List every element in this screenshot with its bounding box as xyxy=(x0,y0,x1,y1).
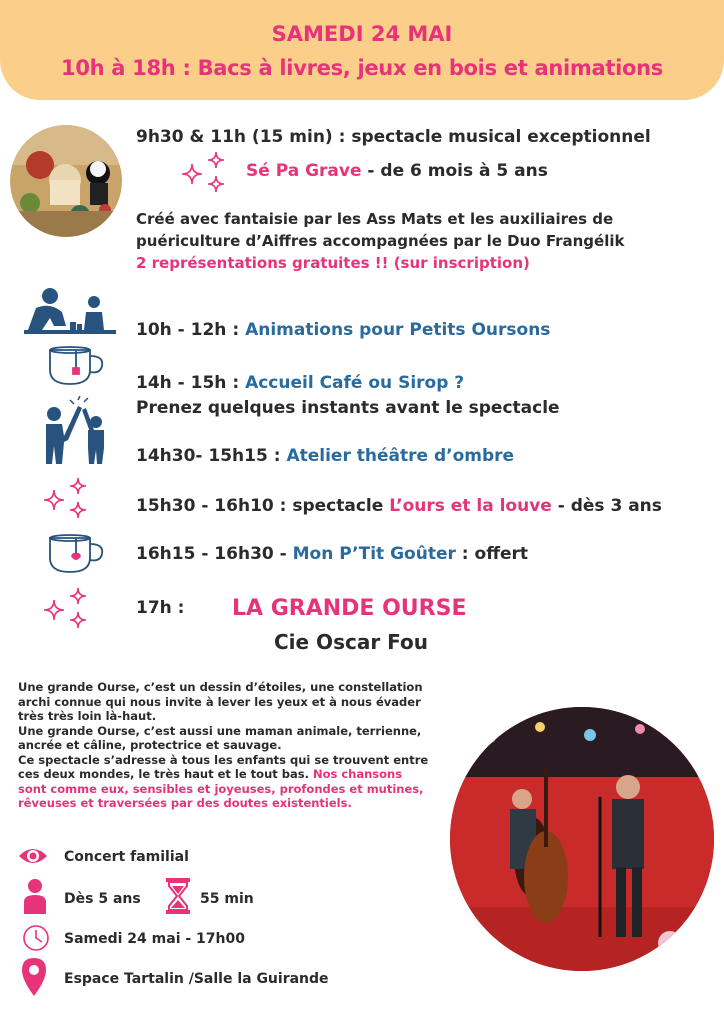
hourglass-icon xyxy=(166,878,190,914)
gouter-suffix: : offert xyxy=(455,544,529,564)
concert-photo xyxy=(450,707,714,971)
cafe-title: Accueil Café ou Sirop ? xyxy=(245,373,465,393)
gouter-title: Mon P’Tit Goûter xyxy=(292,544,456,564)
high-five-icon xyxy=(34,396,114,466)
show-description xyxy=(18,680,438,811)
sepagrave-title: Sé Pa Grave xyxy=(246,161,362,181)
description-line: Ce spectacle s’adresse à tous les enfants qui se trouvent entre xyxy=(18,752,429,767)
description-line: très très loin là-haut. xyxy=(18,709,157,723)
ourse-title: LA GRANDE OURSE xyxy=(232,596,467,621)
sparkle-icon xyxy=(40,476,96,522)
gouter-line xyxy=(136,544,528,564)
info-type: Concert familial xyxy=(64,849,189,865)
sparkle-icon xyxy=(40,586,96,632)
description-line: Une grande Ourse, c’est un dessin d’étoiles, une constellation xyxy=(18,680,423,694)
louve-age: - dès 3 ans xyxy=(551,496,662,516)
ourse-company: Cie Oscar Fou xyxy=(274,630,428,654)
cafe-subtitle: Prenez quelques instants avant le spectacle xyxy=(136,398,560,418)
description-line xyxy=(18,767,438,782)
theatre-line xyxy=(136,446,514,466)
info-duration: 55 min xyxy=(200,891,254,907)
cup-icon xyxy=(46,344,110,388)
family-play-icon xyxy=(22,286,118,336)
description-line: ancrée et câline, protectrice et sauvage. xyxy=(18,738,282,752)
sparkle-icon xyxy=(178,150,234,196)
description-highlight: sont comme eux, sensibles et joyeuses, profondes et mutines, xyxy=(18,781,424,796)
description-highlight: Nos chansons xyxy=(312,767,403,781)
louve-line xyxy=(136,496,662,516)
event-date: SAMEDI 24 MAI xyxy=(271,22,453,46)
gouter-time: 16h15 - 16h30 - xyxy=(136,544,293,564)
description-highlight: rêveuses et traversées par des doutes existentiels. xyxy=(18,796,352,810)
louve-time: 15h30 - 16h10 : spectacle xyxy=(136,496,390,516)
oursons-time: 10h - 12h : xyxy=(136,320,246,340)
event-hours: 10h à 18h : Bacs à livres, jeux en bois et animations xyxy=(61,56,663,80)
sepagrave-free-note: 2 représentations gratuites !! (sur inscription) xyxy=(136,254,530,272)
description-text: ces deux mondes, le très haut et le tout bas. xyxy=(18,767,313,781)
location-pin-icon xyxy=(22,958,46,996)
info-place: Espace Tartalin /Salle la Guirande xyxy=(64,971,329,987)
info-age: Dès 5 ans xyxy=(64,891,141,907)
cup-icon xyxy=(46,532,110,576)
theatre-title: Atelier théâtre d’ombre xyxy=(286,446,515,466)
info-datetime: Samedi 24 mai - 17h00 xyxy=(64,931,245,947)
ourse-time: 17h : xyxy=(136,598,185,618)
sepagrave-desc-line: puériculture d’Aiffres accompagnées par le Duo Frangélik xyxy=(136,232,625,250)
sepagrave-desc-line: Créé avec fantaisie par les Ass Mats et les auxiliaires de xyxy=(136,210,614,228)
description-line: Une grande Ourse, c’est aussi une maman animale, terrienne, xyxy=(18,723,422,738)
oursons-title: Animations pour Petits Oursons xyxy=(245,320,551,340)
header-banner xyxy=(0,0,724,100)
oursons-line xyxy=(136,320,550,340)
louve-title: L’ours et la louve xyxy=(389,496,552,516)
description-line: archi connue qui nous invite à lever les yeux et à nous évader xyxy=(18,694,421,709)
theatre-time: 14h30- 15h15 : xyxy=(136,446,287,466)
sepagrave-description xyxy=(136,208,624,274)
sepagrave-photo xyxy=(10,125,122,237)
sepagrave-age: - de 6 mois à 5 ans xyxy=(361,161,548,181)
cafe-time: 14h - 15h : xyxy=(136,373,246,393)
clock-icon xyxy=(22,924,50,952)
cafe-line xyxy=(136,373,464,393)
sepagrave-title-line xyxy=(246,161,548,181)
person-icon xyxy=(22,878,48,914)
sepagrave-time: 9h30 & 11h (15 min) : spectacle musical exceptionnel xyxy=(136,127,651,147)
eye-icon xyxy=(18,844,48,868)
